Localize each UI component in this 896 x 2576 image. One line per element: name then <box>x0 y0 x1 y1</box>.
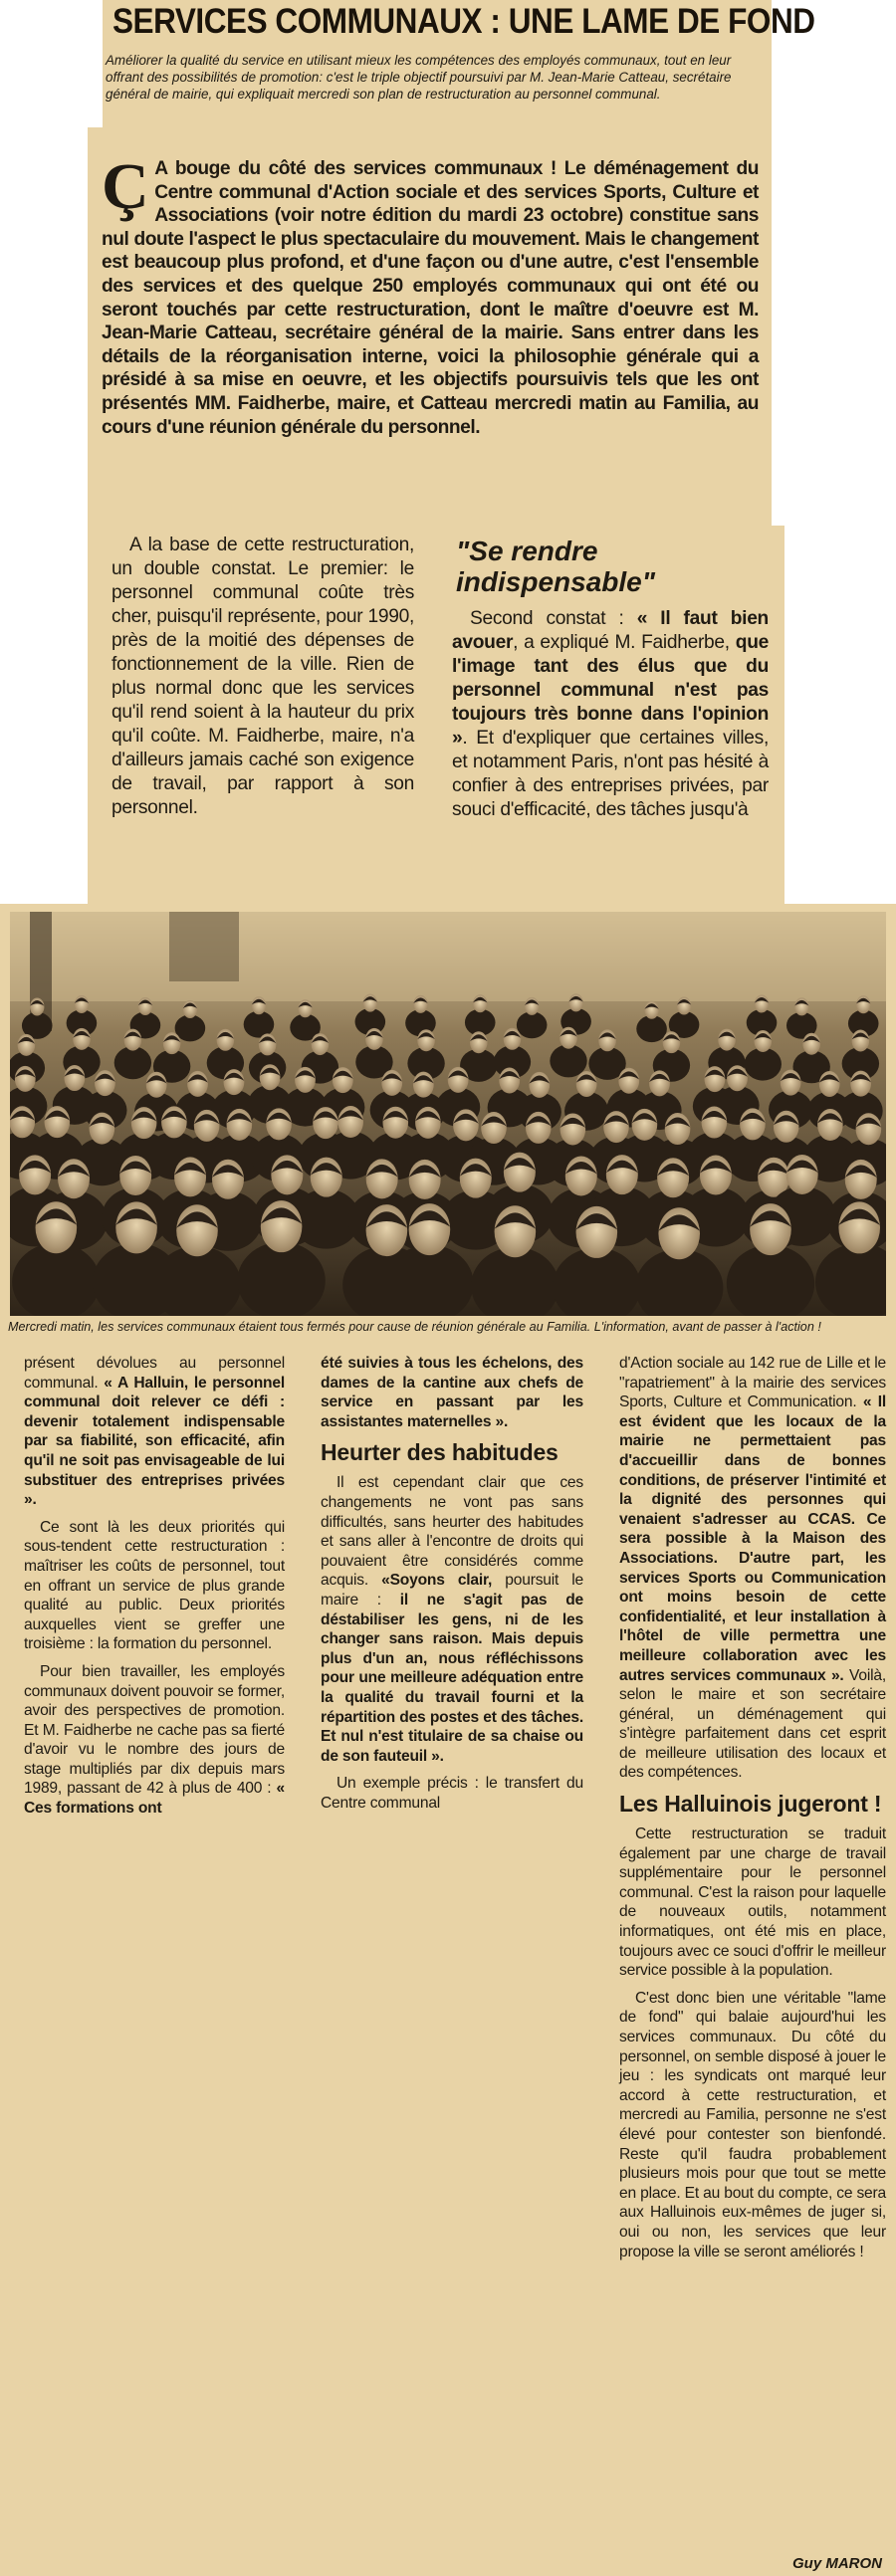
person-body <box>114 1046 151 1079</box>
column-5 <box>619 1354 886 2269</box>
paragraph: été suivies à tous les échelons, des dames de la cantine aux chefs de service en passant par les assistantes maternelles ». <box>321 1355 583 1430</box>
paragraph <box>619 1354 886 1783</box>
quote-run: que l'image tant des élus que du personnel communal n'est pas toujours très bonne dans l'opinion » <box>452 632 769 749</box>
audience-photo <box>10 912 886 1316</box>
photo-caption: Mercredi matin, les services communaux étaient tous fermés pour cause de réunion générale au Familia. L'information, avant de passer à l'action ! <box>8 1320 821 1334</box>
drop-cap: Ç <box>102 150 149 223</box>
text-run: d'Action sociale au 142 rue de Lille et le "rapatriement" à la mairie des services Sports, Culture et Communication. <box>619 1355 886 1411</box>
text-run: Voilà, selon le maire et son secrétaire général, un déménagement qui s'intègre parfaitement dans cet esprit de meilleure utilisation des locaux et des compétences. <box>619 1666 886 1782</box>
paragraph: Ce sont là les deux priorités qui sous-tendent cette restructuration : maîtriser les coûts de personnel, tout en offrant un service de plus grande qualité au public. Deux priorités auxquelles vient se greffer une troisième : la formation du personnel. <box>24 1518 285 1653</box>
text-run: . Et d'expliquer que certaines villes, et notamment Paris, n'ont pas hésité à confier à des entreprises privées, par souci d'efficacité, des tâches jusqu'à <box>452 728 769 820</box>
quote-run: « Il est évident que les locaux de la mairie ne permettaient pas d'accueillir dans de bonnes conditions, de préserver l'intimité et la dignité des personnes qui venaient s'adresser au CCAS. Ce sera possible à la Maison des Associations. D'autre part, les services Sports ou Communication ont moins besoin de cette confidentialité, et leur installation à l'hôtel de ville permettra une meilleure collaboration avec les autres services communaux ». <box>619 1394 886 1684</box>
person-body <box>517 1011 548 1038</box>
quote-run: «Soyons clair, <box>381 1572 493 1590</box>
person-body <box>550 1044 586 1077</box>
text-run: , a expliqué M. Faidherbe, <box>513 632 736 653</box>
column-1-text: A la base de cette restructuration, un double constat. Le premier: le personnel communal coûte très cher, puisqu'il représente, pour 1990, près de la moitié des dépenses de fonctionnement de la ville. Rien de plus normal donc que les services qu'il rend soient à la hauteur du prix qu'il coûte. M. Faidherbe, maire, n'a d'ailleurs jamais caché son exigence de travail, par rapport à son personnel. <box>112 535 414 818</box>
column-2-text <box>452 607 769 822</box>
upper-columns <box>88 526 784 904</box>
text-run: présent dévolues au personnel communal. <box>24 1355 285 1392</box>
paragraph: Un exemple précis : le transfert du Centre communal <box>321 1775 583 1812</box>
standfirst: Améliorer la qualité du service en utilisant mieux les compétences des employés communaux, tout en leur offrant des possibilités de promotion: c'est le triple objectif poursuivi par M. Jean-Marie Catteau, secrétaire général de mairie, qui expliquait mercredi son plan de restructuration au personnel communal. <box>106 53 732 102</box>
text-run: Il est cependant clair que ces changements ne vont pas sans difficultés, sans heurter des habitudes et sans aller à l'encontre de droits qui pouvaient être considérés comme acquis. <box>321 1474 583 1590</box>
person-body <box>244 1011 275 1038</box>
paragraph: C'est donc bien une véritable "lame de fond" qui balaie aujourd'hui les services communaux. Du côté du personnel, on semble disposé à jouer le jeu : les syndicats ont marqué leur accord à cette restructuration, et mercredi au Familia, personne ne s'est élevé pour contester son bienfondé. Reste qu'il faudra probablement plusieurs mois pour que tout se mette en place. Et au bout du compte, ce sera aux Halluinois eux-mêmes de juger si, oui ou non, les services que leur propose la ville se seront améliorés ! <box>619 1989 886 2260</box>
subheading-les-halluinois-jugeront: Les Halluinois jugeront ! <box>619 1791 882 1818</box>
paragraph: Cette restructuration se traduit également par une charge de travail supplémentaire pour le personnel communal. C'est la raison pour laquelle de nouveaux outils, notamment informatiques, ont été mis en place, toujours avec ce souci d'offrir le meilleur service possible à la population. <box>619 1825 886 1980</box>
person-body <box>745 1048 782 1081</box>
paragraph <box>24 1354 285 1510</box>
text-run: poursuit le maire : <box>321 1572 584 1609</box>
byline: Guy MARON <box>792 2555 882 2572</box>
lead-text: A bouge du côté des services communaux ! Le déménagement du Centre communal d'Action sociale et des services Sports, Culture et Associations (voir notre édition du mardi 23 octobre) constitue sans nul doute l'aspect le plus spectaculaire du mouvement. Mais le changement est beaucoup plus profond, et d'une façon ou d'une autre, c'est l'ensemble des services et des quelque 250 employés communaux qui ont été ou seront touchés par cette restructuration, dont le maître d'oeuvre est M. Jean-Marie Catteau, secrétaire général de la mairie. Sans entrer dans les détails de la réorganisation interne, voici la philosophie générale qui a présidé à sa mise en oeuvre, et les objectifs poursuivis tels que les ont présentés MM. Faidherbe, maire, et Catteau mercredi matin au Familia, au cours d'une réunion générale du personnel. <box>102 158 759 438</box>
lead-paragraph <box>102 150 759 439</box>
quote-run: il ne s'agit pas de déstabiliser les gens, ni de les changer sans raison. Mais depuis plus d'un an, nous réfléchissons pour une meilleure adéquation entre la qualité du travail fourni et la répartition des postes et des tâches. Et nul n'est titulaire de sa chaise ou de son fauteuil ». <box>321 1591 583 1765</box>
lower-columns <box>0 1354 896 2576</box>
quote-run: « Il faut bien avouer <box>452 608 769 653</box>
column-3 <box>24 1354 285 1826</box>
subheading-heurter-des-habitudes: Heurter des habitudes <box>321 1439 559 1466</box>
subheading-se-rendre-indispensable: "Se rendre indispensable" <box>456 536 655 597</box>
column-4 <box>321 1354 583 1821</box>
paragraph <box>24 1662 285 1819</box>
text-run: Pour bien travailler, les employés communaux doivent pouvoir se former, avoir des perspectives de promotion. Et M. Faidherbe ne cache pas sa fierté d'avoir vu le nombre des jours de stage multipliés par dix depuis mars 1989, passant de 42 à plus de 400 : <box>24 1662 285 1798</box>
headline: SERVICES COMMUNAUX : UNE LAME DE FOND <box>112 2 815 41</box>
headline-block <box>103 0 815 127</box>
paragraph <box>321 1473 583 1766</box>
quote-run: « Ces formations ont <box>24 1780 285 1818</box>
text-run: Second constat : <box>470 608 637 629</box>
person-body <box>636 1015 667 1042</box>
quote-run: « A Halluin, le personnel communal doit relever ce défi : devenir totalement indispensable par sa fiabilité, son efficacité, afin qu'il ne soit pas envisageable de lui substituer des entreprises privées ». <box>24 1374 285 1509</box>
photo-block <box>0 904 896 1354</box>
lead-block <box>88 127 772 526</box>
person-body <box>175 1014 206 1041</box>
